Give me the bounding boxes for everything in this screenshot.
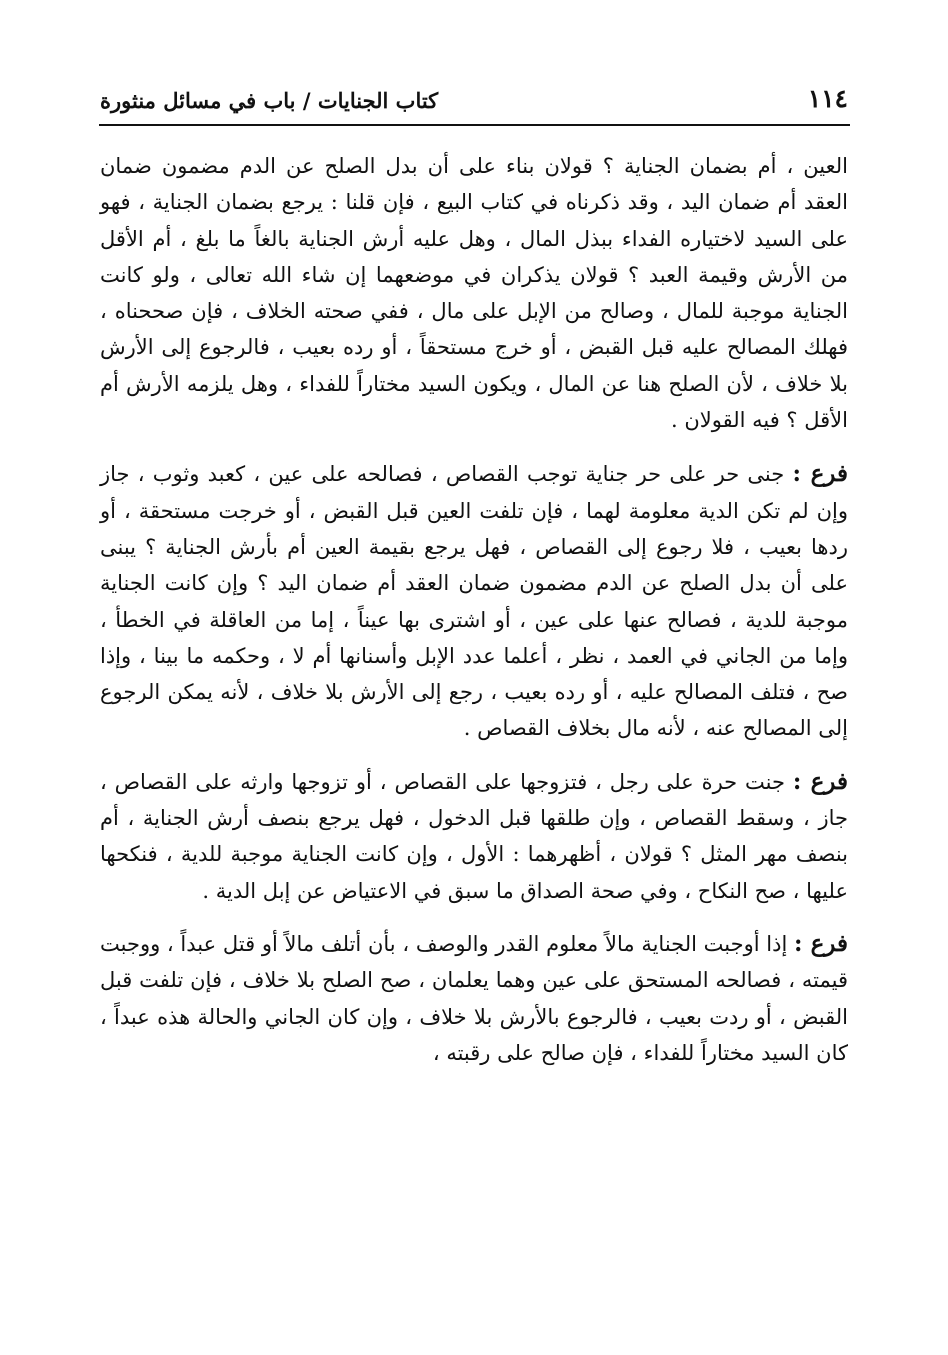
branch-label: فرع : <box>792 460 848 488</box>
body-text <box>100 148 848 1088</box>
branch-text: جنت حرة على رجل ، فتزوجها على القصاص ، أو تزوجها وارثه على القصاص ، جاز ، وسقط القصاص ، وإن طلقها قبل الدخول ، فهل يرجع بنصف أرش الجناية ، أم بنصف مهر المثل ؟ قولان ، أظهرهما : الأول ، وإن كانت الجناية موجبة للدية ، فنكحها عليها ، صح النكاح ، وفي صحة الصداق ما سبق في الاعتياض عن إبل الدية . <box>100 769 848 903</box>
branch-label: فرع : <box>792 767 848 795</box>
page-number: ١١٤ <box>807 84 848 113</box>
branch-label: فرع : <box>794 929 848 957</box>
header-divider <box>99 124 850 126</box>
branch-text: إذا أوجبت الجناية مالاً معلوم القدر والوصف ، بأن أتلف مالاً أو قتل عبداً ، ووجبت قيمته ، فصالحه المستحق على عين وهما يعلمان ، صح الصلح بلا خلاف ، فإن تلفت قبل القبض ، أو ردت بعيب ، فالرجوع بالأرش بلا خلاف ، وإن كان الجاني والحالة هذه عبداً ، كان السيد مختاراً للفداء ، فإن صالح على رقبته ، <box>100 931 848 1065</box>
running-head <box>100 82 848 122</box>
paragraph <box>100 148 848 438</box>
branch-paragraph <box>100 926 848 1071</box>
branch-paragraph <box>100 456 848 746</box>
paragraph-text: العين ، أم بضمان الجناية ؟ قولان بناء على أن بدل الصلح عن الدم مضمون ضمان العقد أم ضمان اليد ، وقد ذكرناه في كتاب البيع ، فإن قلنا : يرجع بضمان الجناية ، فهو على السيد لاختياره الفداء ببذل المال ، وهل عليه أرش الجناية بالغاً ما بلغ ، أم الأقل من الأرش وقيمة العبد ؟ قولان يذكران في موضعهما إن شاء الله تعالى ، ولو كانت الجناية موجبة للمال ، وصالح من الإبل على مال ، ففي صحته الخلاف ، فإن صححناه ، فهلك المصالح عليه قبل القبض ، أو خرج مستحقاً ، أو رده بعيب ، فالرجوع إلى الأرش بلا خلاف ، لأن الصلح هنا عن المال ، ويكون السيد مختاراً للفداء ، وهل يلزمه الأرش أم الأقل ؟ فيه القولان . <box>100 154 848 433</box>
chapter-title: كتاب الجنايات / باب في مسائل منثورة <box>100 88 439 113</box>
branch-text: جنى حر على حر جناية توجب القصاص ، فصالحه على عين ، كعبد وثوب ، جاز وإن لم تكن الدية معلومة لهما ، فإن تلفت العين قبل القبض ، أو خرجت مستحقة ، أو ردها بعيب ، فلا رجوع إلى القصاص ، فهل يرجع بقيمة العين أم بأرش الجناية ؟ يبنى على أن بدل الصلح عن الدم مضمون ضمان العقد أم ضمان اليد ؟ وإن كانت الجناية موجبة للدية ، فصالح عنها على عين ، أو اشترى بها عيناً ، إما من العاقلة في الخطأ ، وإما من الجاني في العمد ، نظر ، أعلما عدد الإبل وأسنانها أم لا ، وحكمه ما بينا ، وإذا صح ، فتلف المصالح عليه ، أو رده بعيب ، رجع إلى الأرش بلا خلاف ، لأنه يمكن الرجوع إلى المصالح عنه ، لأنه مال بخلاف القصاص . <box>100 462 848 741</box>
branch-paragraph <box>100 764 848 909</box>
